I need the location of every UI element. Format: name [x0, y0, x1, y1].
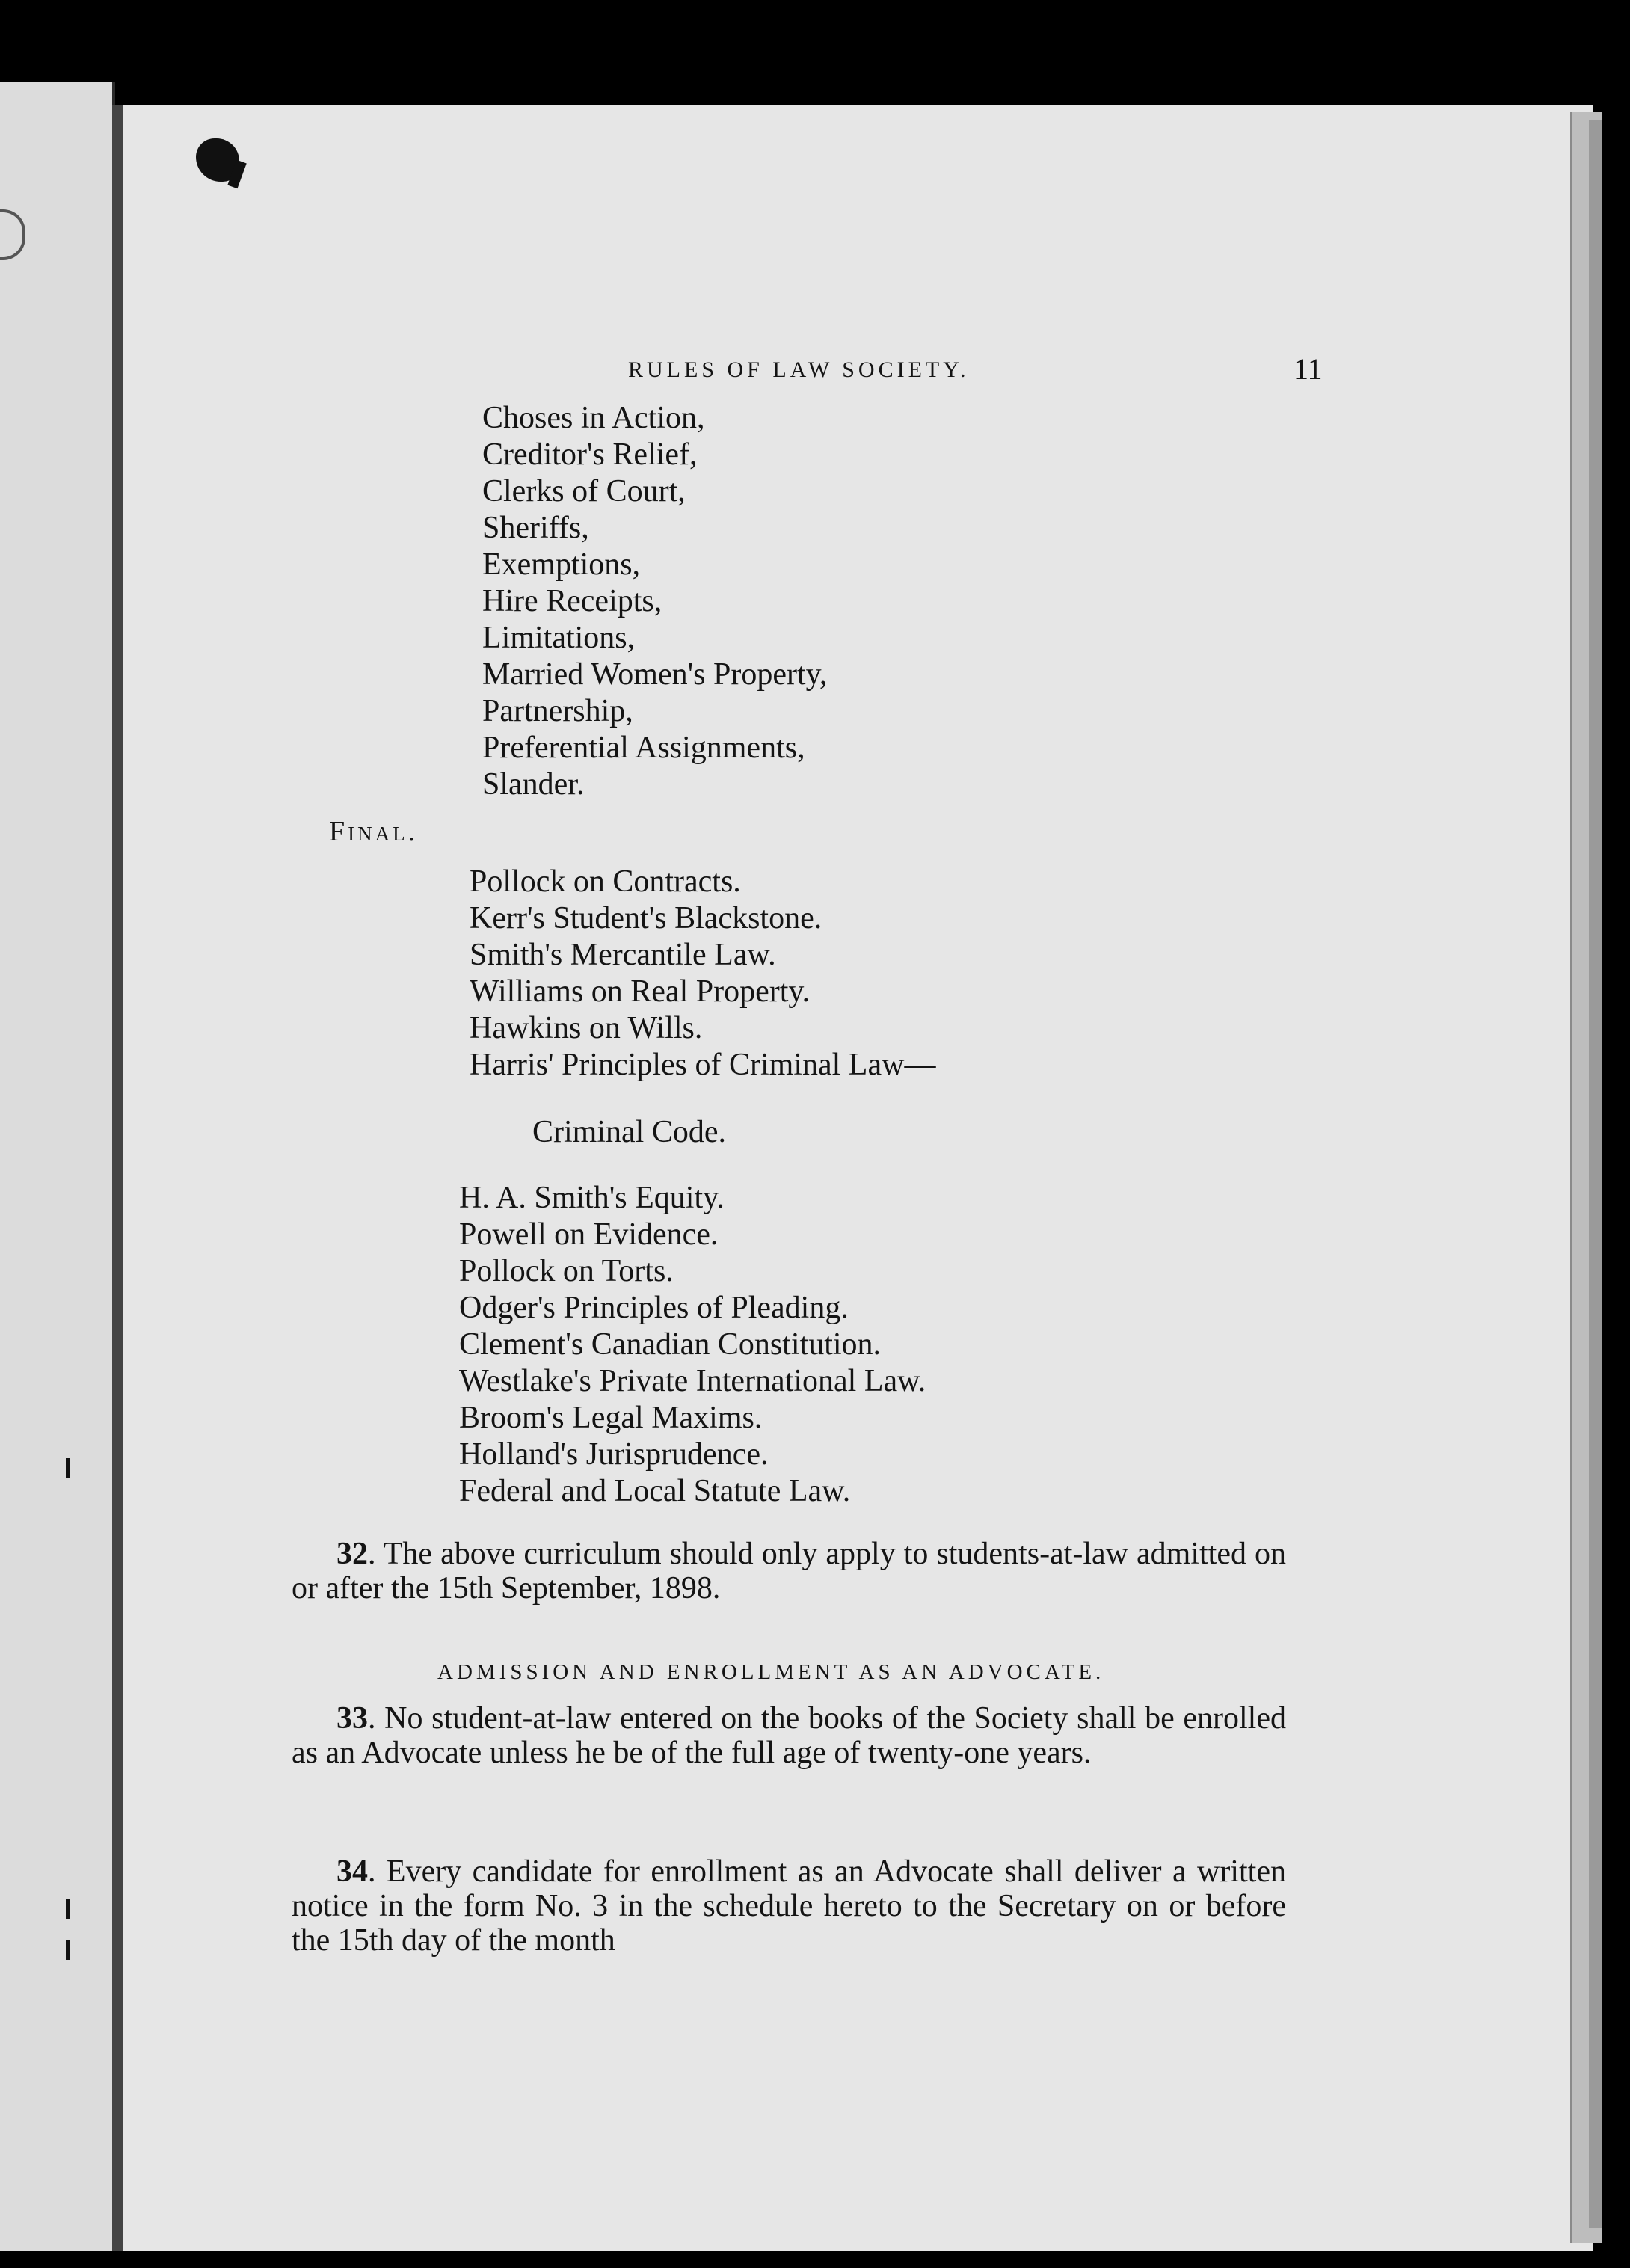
list-item: Exemptions,	[482, 547, 641, 582]
page-number: 11	[1294, 352, 1323, 386]
section-34	[292, 1854, 1286, 1958]
list-item: Slander.	[482, 767, 585, 802]
list-item: Sheriffs,	[482, 511, 589, 545]
list-item: Broom's Legal Maxims.	[459, 1401, 763, 1435]
list-item: Westlake's Private International Law.	[459, 1364, 926, 1398]
final-label: Final.	[329, 816, 419, 847]
section-number: 33	[336, 1701, 368, 1736]
gutter-shadow	[112, 105, 123, 2251]
list-item: Smith's Mercantile Law.	[470, 938, 776, 972]
list-item: Pollock on Contracts.	[470, 864, 741, 899]
section-text: . No student-at-law entered on the books of the Society shall be enrolled as an Advocate unless he be of the full age of twenty-one years.	[292, 1701, 1286, 1770]
list-item: Hawkins on Wills.	[470, 1011, 703, 1045]
list-item: Kerr's Student's Blackstone.	[470, 901, 822, 935]
list-item: Limitations,	[482, 621, 636, 655]
final-book-list-b	[459, 1180, 926, 1510]
list-item: Hire Receipts,	[482, 584, 662, 618]
list-item: Harris' Principles of Criminal Law—	[470, 1048, 936, 1082]
list-item: Williams on Real Property.	[470, 974, 811, 1009]
list-item: Holland's Jurisprudence.	[459, 1437, 769, 1472]
intermediate-subject-list	[482, 400, 827, 803]
list-item: Married Women's Property,	[482, 657, 828, 692]
page-curl-mark	[0, 209, 25, 260]
list-item: Federal and Local Statute Law.	[459, 1474, 851, 1508]
section-33	[292, 1701, 1286, 1770]
final-book-list-a	[470, 864, 935, 1084]
continuation-line: Criminal Code.	[532, 1115, 726, 1149]
section-number: 34	[336, 1854, 368, 1889]
list-item: Odger's Principles of Pleading.	[459, 1291, 849, 1325]
list-item: Partnership,	[482, 694, 633, 728]
section-32	[292, 1537, 1286, 1605]
margin-mark	[66, 1940, 70, 1960]
margin-mark	[66, 1899, 70, 1919]
margin-mark	[66, 1458, 70, 1478]
page-stack-edge-inner	[1589, 120, 1602, 2228]
list-item: Clement's Canadian Constitution.	[459, 1327, 882, 1362]
list-item: Creditor's Relief,	[482, 437, 698, 472]
running-head: RULES OF LAW SOCIETY.	[628, 357, 970, 382]
list-item: Preferential Assignments,	[482, 731, 805, 765]
section-number: 32	[336, 1537, 368, 1571]
facing-page-edge	[0, 82, 115, 2251]
section-heading: ADMISSION AND ENROLLMENT AS AN ADVOCATE.	[437, 1660, 1105, 1684]
list-item: Pollock on Torts.	[459, 1254, 674, 1288]
section-text: . The above curriculum should only apply to students-at-law admitted on or after the 15th September, 1898.	[292, 1537, 1286, 1605]
list-item: Choses in Action,	[482, 401, 705, 435]
list-item: Powell on Evidence.	[459, 1217, 719, 1252]
section-text: . Every candidate for enrollment as an Advocate shall deliver a written notice in the form No. 3 in the schedule hereto to the Secretary on or before the 15th day of the month	[292, 1854, 1286, 1958]
list-item: Clerks of Court,	[482, 474, 686, 508]
list-item: H. A. Smith's Equity.	[459, 1181, 725, 1215]
